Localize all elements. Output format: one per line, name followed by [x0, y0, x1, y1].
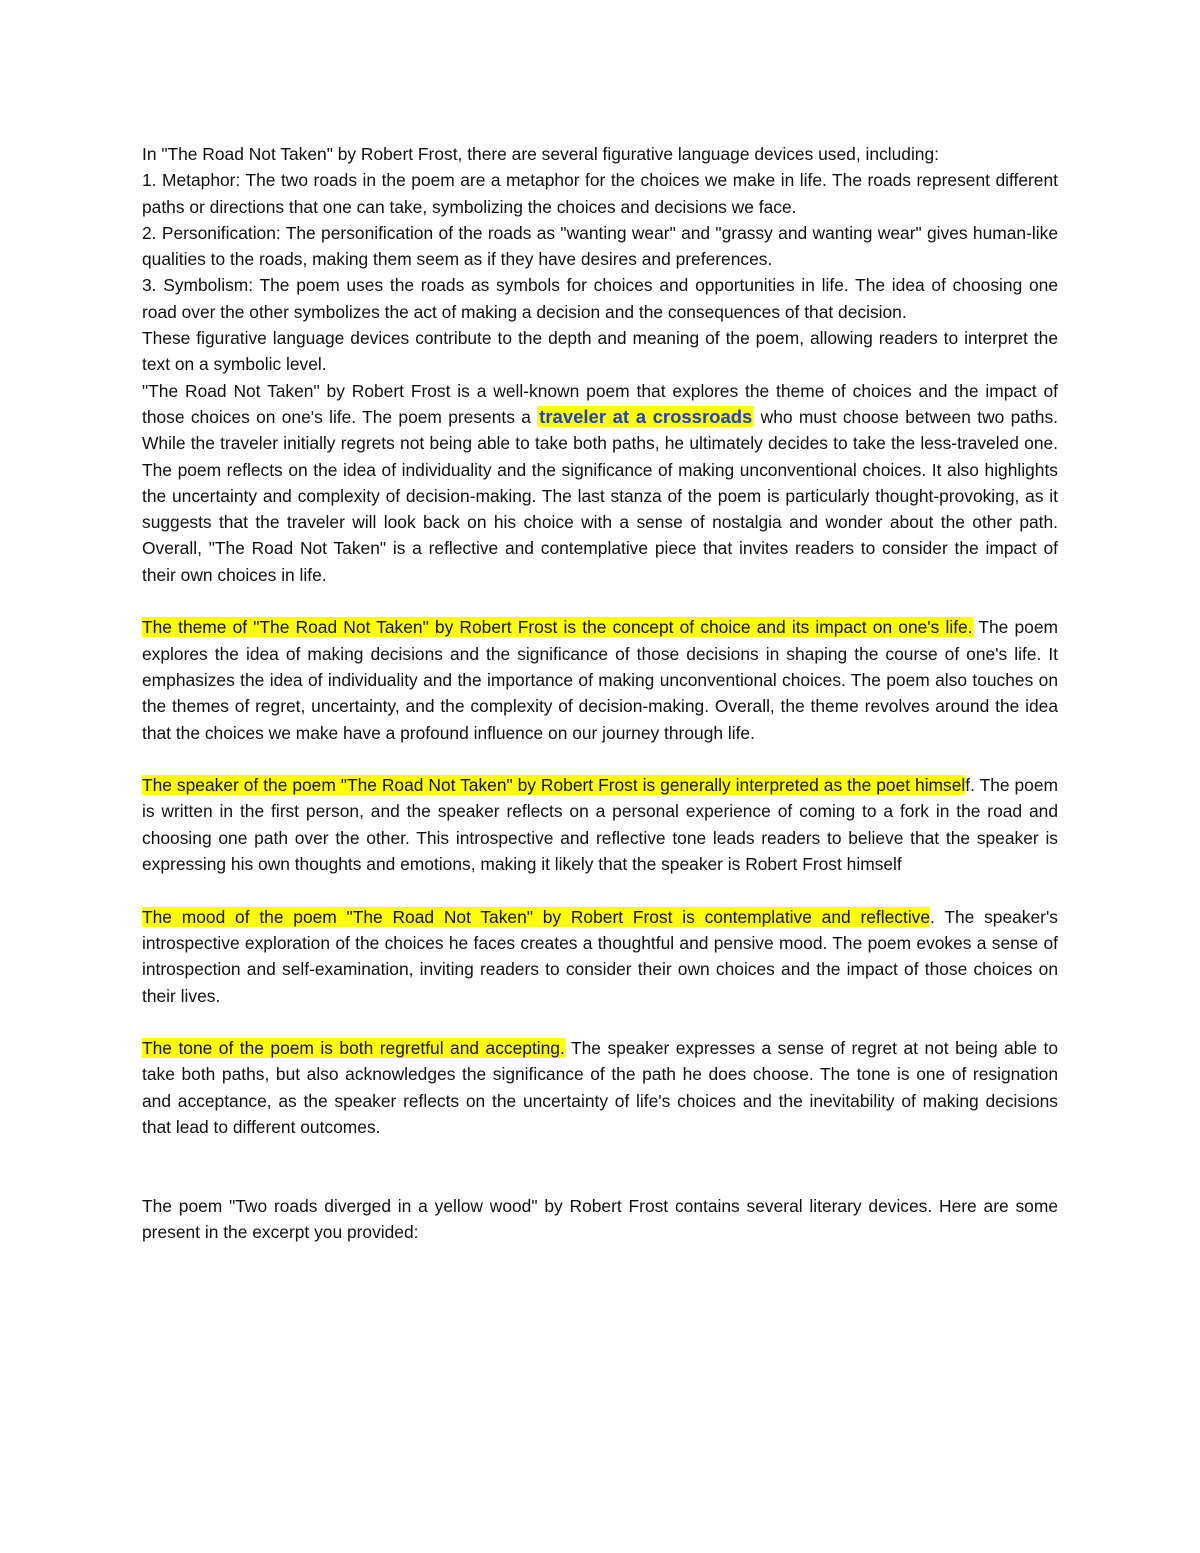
overview-paragraph [142, 378, 1058, 588]
theme-paragraph [142, 614, 1058, 745]
literary-devices-paragraph: The poem "Two roads diverged in a yellow wood" by Robert Frost contains several literary devices. Here are some present in the excerpt you provided: [142, 1195, 1058, 1243]
tone-highlight: The tone of the poem is both regretful and accepting. [142, 1038, 565, 1059]
speaker-paragraph [142, 772, 1058, 877]
paragraph-spacer [142, 877, 1058, 903]
theme-text: The poem explores the idea of making decisions and the significance of those decisions in shaping the course of one's life. It emphasizes the idea of individuality and the importance of making unconventional choices. The poem also touches on the themes of regret, uncertainty, and the complexity of decision-making. Overall, the theme revolves around the idea that the choices we make have a profound influence on our journey through life. [142, 617, 1058, 743]
overview-emphasis-highlight: traveler at a crossroads [539, 405, 753, 427]
mood-text: . The speaker's introspective exploration of the choices he faces creates a thoughtful and pensive mood. The poem evokes a sense of introspection and self-examination, inviting readers to consider their own choices and the impact of those choices on their lives. [142, 906, 1058, 1006]
speaker-text: f. The poem is written in the first person, and the speaker reflects on a personal experience of coming to a fork in the road and choosing one path over the other. This introspective and reflective tone leads readers to believe that the speaker is expressing his own thoughts and emotions, making it likely that the speaker is Robert Frost himself [142, 775, 1059, 875]
tone-paragraph [142, 1035, 1058, 1140]
mood-paragraph [142, 904, 1058, 1009]
tone-text: The speaker expresses a sense of regret at not being able to take both paths, but also acknowledges the significance of the path he does choose. The tone is one of resignation and acceptance, as the speaker reflects on the uncertainty of life's choices and the inevitability of making decisions that lead to different outcomes. [142, 1038, 1058, 1137]
paragraph-spacer [142, 746, 1058, 772]
device-metaphor: 1. Metaphor: The two roads in the poem are a metaphor for the choices we make in life. The roads represent different paths or directions that one can take, symbolizing the choices and decisions we face. [142, 170, 1058, 217]
overview-text-after: who must choose between two paths. While the traveler initially regrets not being able to take both paths, he ultimately decides to take the less-traveled one. The poem reflects on the idea of individuality and the significance of making unconventional choices. It also highlights the uncertainty and complexity of decision-making. The last stanza of the poem is particularly thought-provoking, as it suggests that the traveler will look back on his choice with a sense of nostalgia and wonder about the other path. Overall, "The Road Not Taken" is a reflective and contemplative piece that invites readers to consider the impact of their own choices in life. [142, 406, 1058, 585]
device-personification: 2. Personification: The personification of the roads as "wanting wear" and "grassy and wanting wear" gives human-like qualities to the roads, making them seem as if they have desires and preferences. [142, 222, 1058, 270]
document-page [142, 141, 1058, 1245]
paragraph-spacer [142, 1140, 1058, 1193]
paragraph-spacer [142, 588, 1058, 614]
device-symbolism: 3. Symbolism: The poem uses the roads as symbols for choices and opportunities in life. The idea of choosing one road over the other symbolizes the act of making a decision and the consequences of that decision. [142, 275, 1058, 322]
theme-highlight: The theme of "The Road Not Taken" by Robert Frost is the concept of choice and its impact on one's life. [142, 617, 973, 638]
devices-summary: These figurative language devices contribute to the depth and meaning of the poem, allowing readers to interpret the text on a symbolic level. [142, 328, 1058, 375]
intro-line: In "The Road Not Taken" by Robert Frost, there are several figurative language devices used, including: [142, 144, 939, 164]
speaker-highlight: The speaker of the poem "The Road Not Taken" by Robert Frost is generally interpreted as the poet himsel [142, 775, 966, 796]
mood-highlight: The mood of the poem "The Road Not Taken" by Robert Frost is contemplative and reflective [142, 906, 931, 927]
overview-text-before: "The Road Not Taken" by Robert Frost is a well-known poem that explores the theme of choices and the impact of those choices on one's life. The poem presents a [142, 380, 1058, 427]
paragraph-spacer [142, 1009, 1058, 1035]
